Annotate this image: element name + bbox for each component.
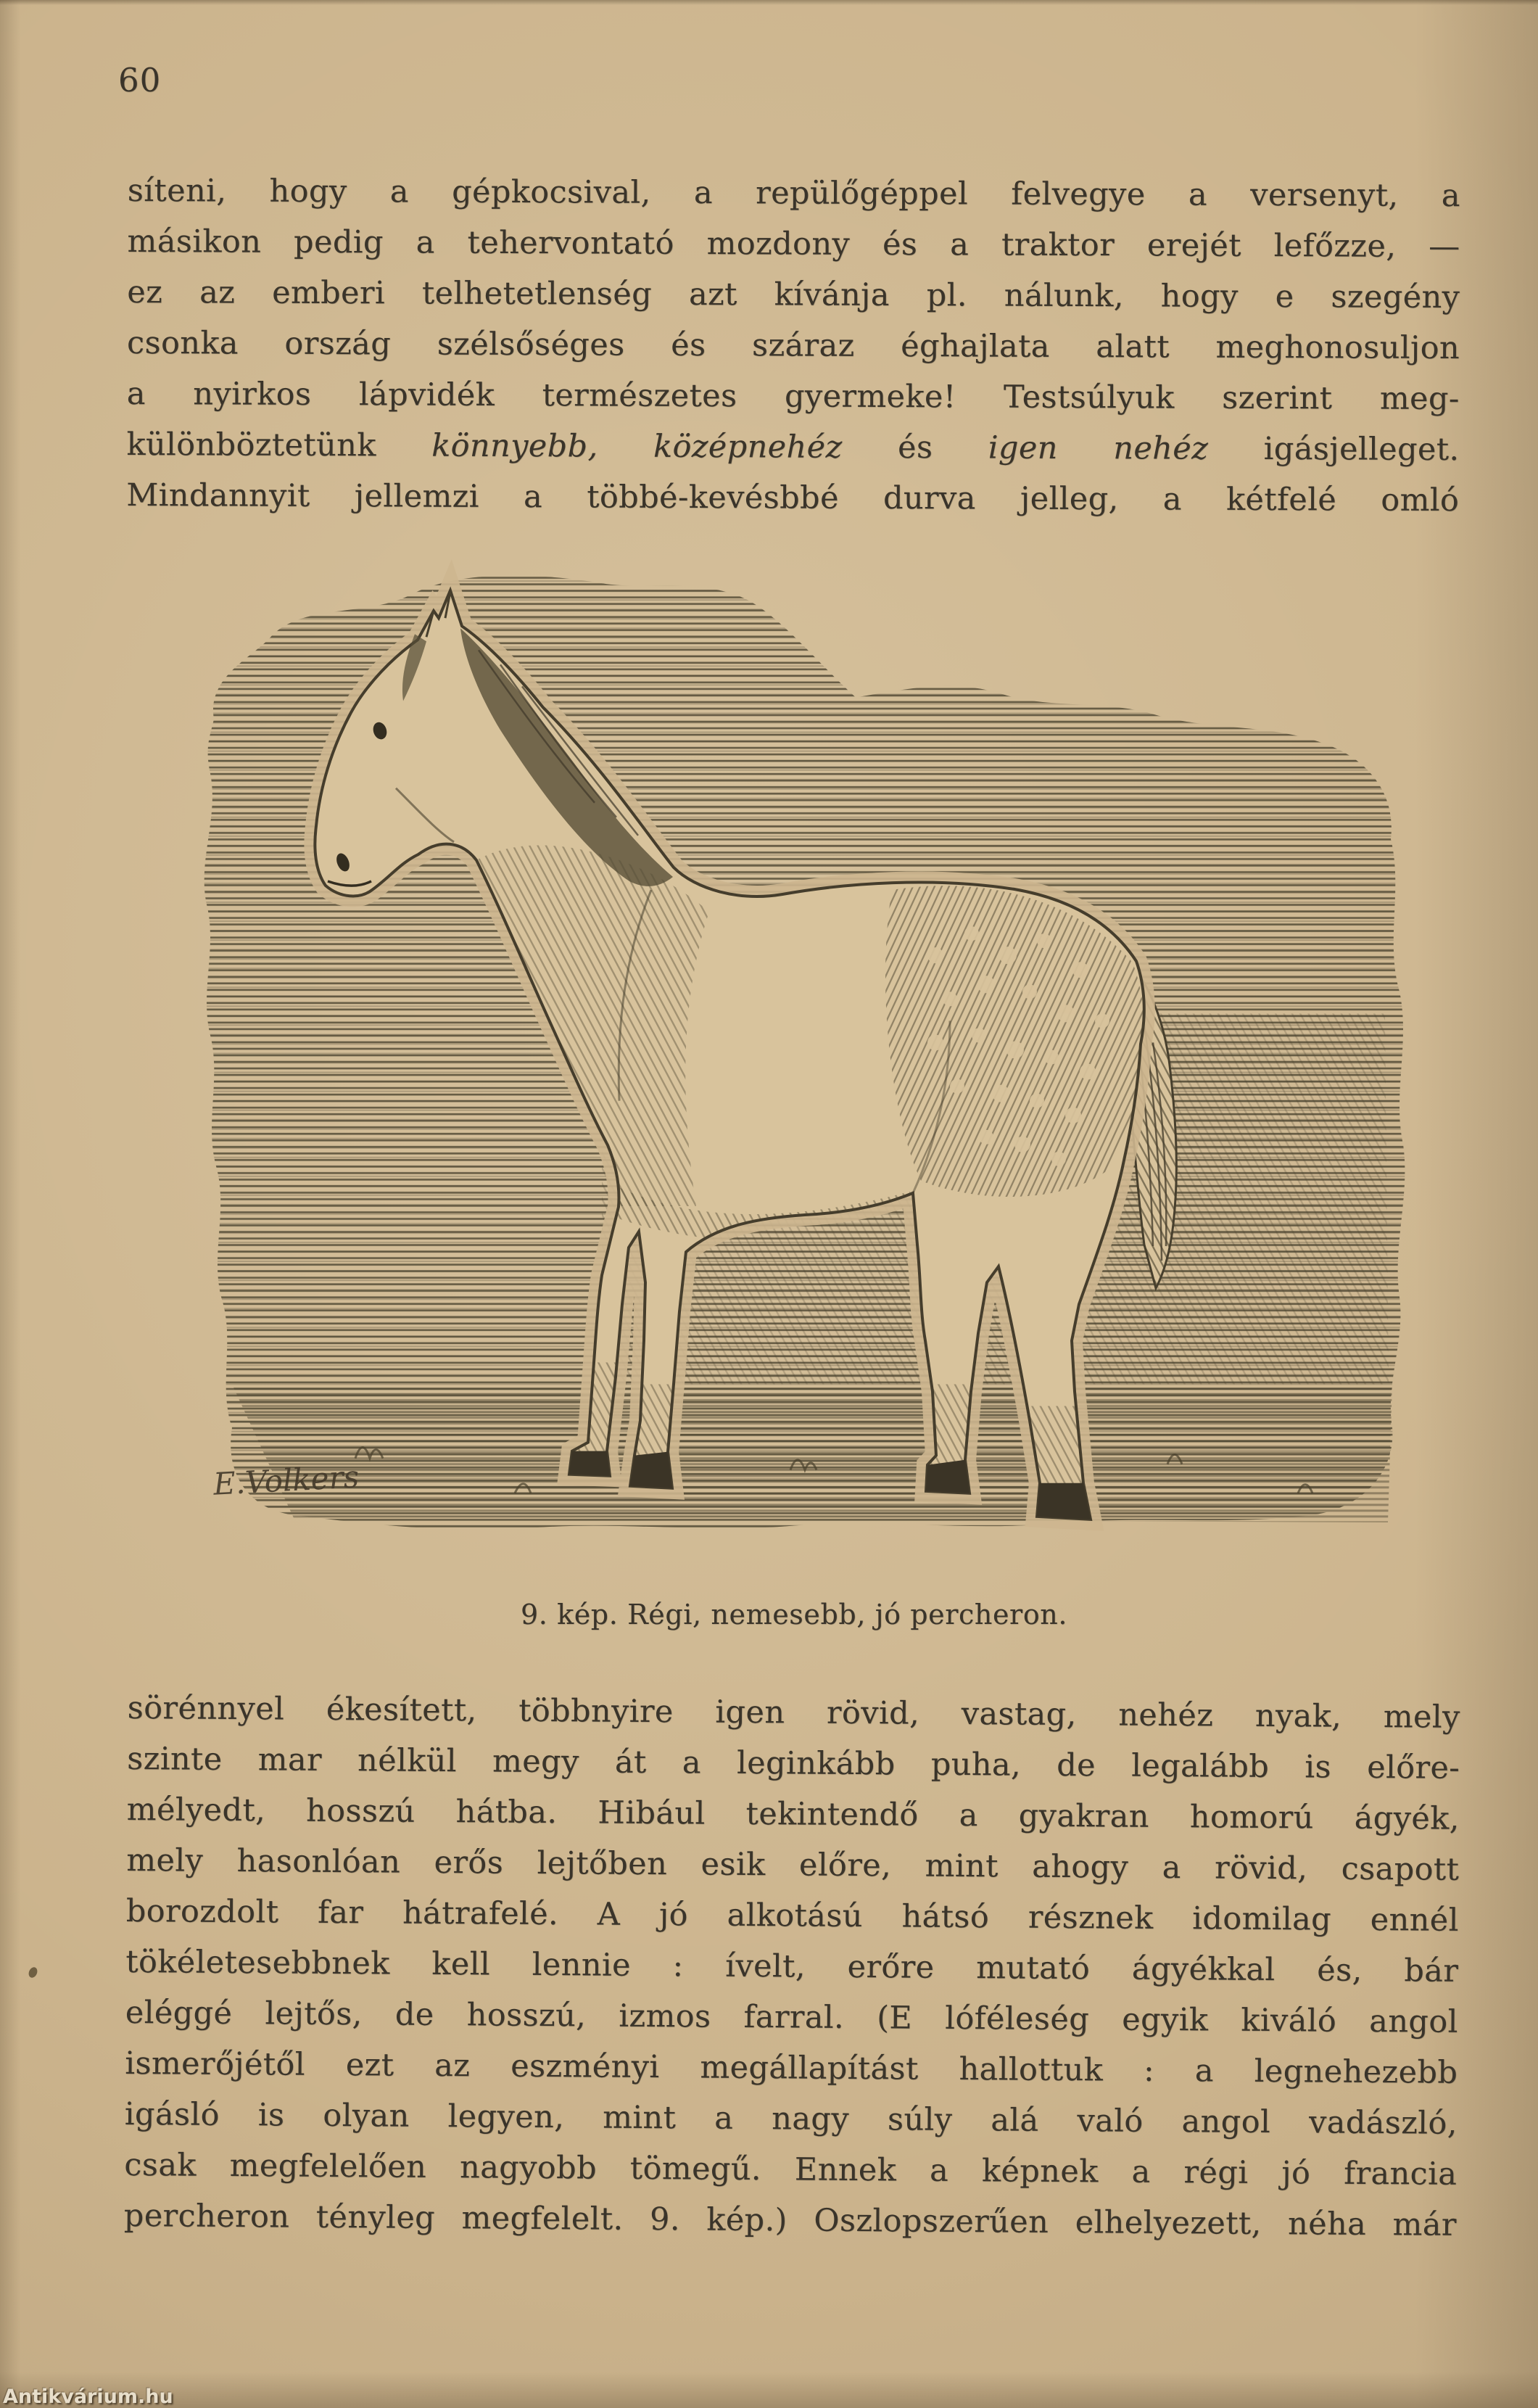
text-line (127, 1784, 1460, 1844)
text-line (127, 267, 1460, 323)
text-segment: középnehéz (653, 428, 843, 466)
text-segment: könnyebb, (431, 427, 598, 465)
text-line (125, 1987, 1458, 2048)
text-segment: mélyedt, hosszú hátba. Hibául tekintendő a gyakran homorú ágyék, (126, 1791, 1460, 1837)
text-segment: sörénnyel ékesített, többnyire igen rövid, vastag, nehéz nyak, mely (127, 1689, 1460, 1736)
page-number: 60 (118, 61, 162, 99)
text-line (125, 1937, 1458, 1997)
paragraph-bottom (124, 1683, 1460, 2251)
text-line (126, 1886, 1459, 1946)
text-line (126, 419, 1459, 475)
text-segment (598, 428, 653, 464)
text-segment: igásjelleget. (1208, 430, 1460, 469)
text-segment: szinte mar nélkül megy át a leginkább puha, de legalább is előre- (127, 1740, 1460, 1786)
text-segment: ismerőjétől ezt az eszményi megállapítást hallottuk : a legnehezebb (125, 2045, 1458, 2091)
text-segment: eléggé lejtős, de hosszú, izmos farral. (E lóféleség egyik kiváló angol (125, 1994, 1458, 2040)
ground-texture (232, 1384, 1392, 1522)
text-segment: borozdolt far hátrafelé. A jó alkotású hátsó résznek idomilag ennél (125, 1892, 1459, 1939)
text-line (124, 2140, 1457, 2200)
text-line (127, 216, 1460, 272)
paper-speck (27, 1966, 38, 1979)
text-segment: igásló is olyan legyen, mint a nagy súly alá való angol vadászló, (124, 2095, 1458, 2142)
text-segment: igen nehéz (988, 429, 1209, 467)
text-line (128, 165, 1460, 221)
text-segment: tökéletesebbnek kell lennie : ívelt, erőre mutató ágyékkal és, bár (125, 1943, 1459, 1990)
figure-caption: 9. kép. Régi, nemesebb, jó percheron. (520, 1599, 1068, 1630)
text-line (125, 2089, 1458, 2149)
text-segment: különböztetünk (126, 426, 432, 464)
horse-engraving-svg (138, 548, 1425, 1562)
text-segment: másikon pedig a tehervontató mozdony és a traktor erejét lefőzze, — (127, 223, 1460, 265)
watermark-antikvarium: Antikvárium.hu (3, 2386, 173, 2408)
text-segment: a nyirkos lápvidék természetes gyermeke! Testsúlyuk szerint meg- (126, 375, 1460, 418)
text-segment: percheron tényleg megfelelt. 9. kép.) Oszlopszerűen elhelyezett, néha már (123, 2197, 1457, 2243)
text-line (126, 470, 1459, 526)
text-segment: csak megfelelően nagyobb tömegű. Ennek a képnek a régi jó francia (124, 2146, 1458, 2193)
text-segment: ez az emberi telhetetlenség azt kívánja pl. nálunk, hogy e szegény (127, 273, 1460, 316)
text-segment: Mindannyit jellemzi a többé-kevésbbé durva jelleg, a kétfelé omló (126, 477, 1460, 519)
text-segment: csonka ország szélsőséges és száraz éghajlata alatt meghonosuljon (126, 324, 1460, 367)
text-segment: és (842, 429, 988, 466)
text-line (127, 368, 1460, 424)
text-line (128, 1683, 1460, 1743)
paragraph-top (126, 165, 1460, 526)
text-line (127, 318, 1460, 374)
text-line (124, 2190, 1457, 2251)
text-segment: mely hasonlóan erős lejtőben esik előre, mint ahogy a rövid, csapott (126, 1842, 1460, 1888)
text-segment: síteni, hogy a gépkocsival, a repülőgéppel felvegye a versenyt, a (127, 172, 1460, 215)
engraver-signature: E.Volkers (212, 1459, 360, 1502)
text-line (126, 1835, 1459, 1895)
text-line (127, 1733, 1460, 1794)
horse-engraving (138, 548, 1425, 1562)
text-line (125, 2038, 1458, 2098)
